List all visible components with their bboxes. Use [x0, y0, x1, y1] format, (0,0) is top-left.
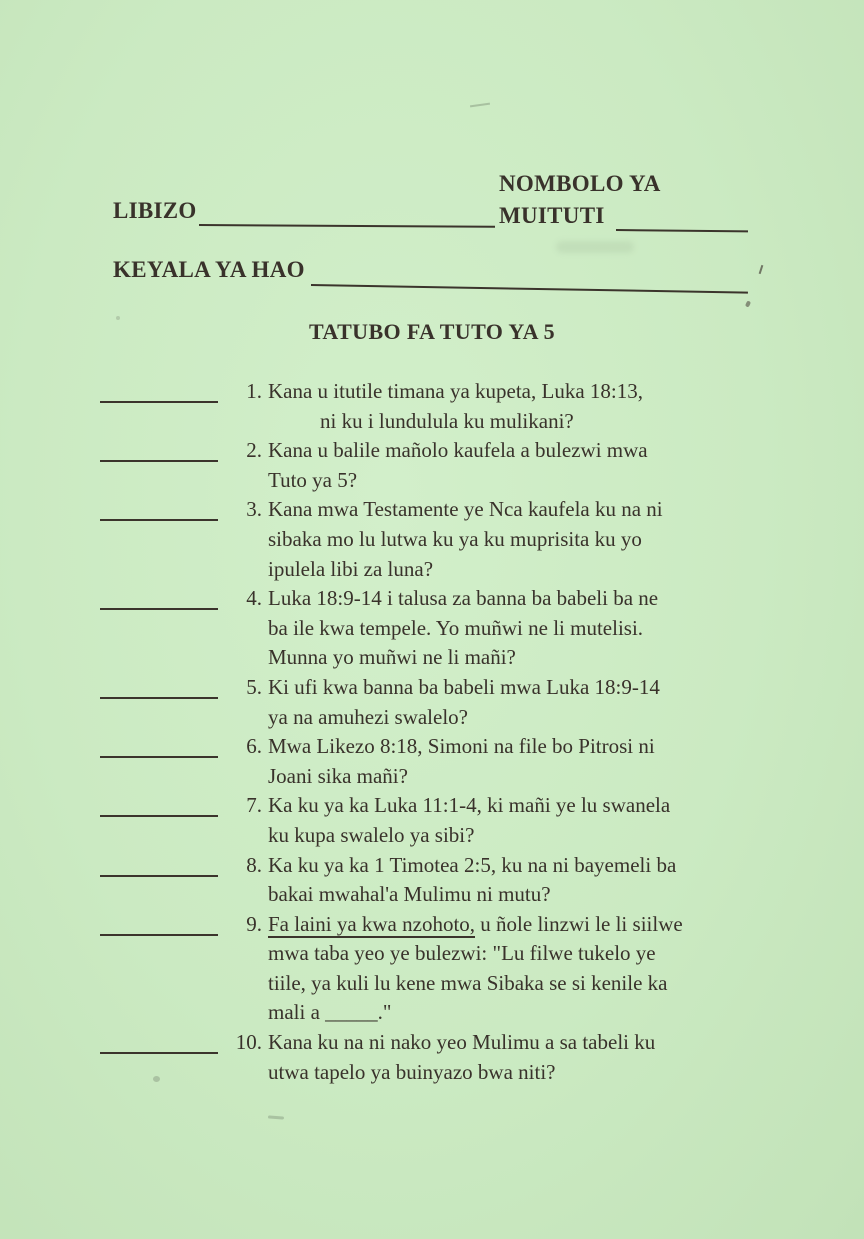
question-text	[268, 436, 808, 495]
question-text	[268, 851, 808, 910]
question-line: tiile, ya kuli lu kene mwa Sibaka se si kenile ka	[268, 970, 668, 995]
answer-blank-line	[100, 673, 218, 699]
question-text	[268, 791, 808, 850]
question-number: 6.	[246, 734, 262, 759]
name-blank-line	[199, 224, 495, 228]
question-line: utwa tapelo ya buinyazo bwa niti?	[268, 1059, 556, 1084]
question-line: ya na amuhezi swalelo?	[268, 704, 468, 729]
student-number-label-line2: MUITUTI	[499, 203, 605, 228]
address-blank-line	[311, 284, 748, 294]
question-row	[100, 732, 820, 791]
question-row	[100, 791, 820, 850]
question-line: Kana u balile mañolo kaufela a bulezwi mwa	[268, 438, 648, 463]
scan-bleedthrough-artifact	[556, 241, 634, 253]
question-line: Mwa Likezo 8:18, Simoni na file bo Pitrosi ni	[268, 734, 655, 759]
answer-blank-line	[100, 377, 218, 403]
question-line: Munna yo muñwi ne li mañi?	[268, 645, 516, 670]
question-number: 5.	[246, 674, 262, 699]
question-text	[268, 377, 808, 436]
question-text	[268, 495, 808, 584]
question-line: Luka 18:9-14 i talusa za banna ba babeli ba ne	[268, 586, 659, 611]
question-line: ba ile kwa tempele. Yo muñwi ne li mutelisi.	[268, 615, 644, 640]
question-number: 4.	[246, 586, 262, 611]
question-line: Ka ku ya ka Luka 11:1-4, ki mañi ye lu swanela	[268, 793, 671, 818]
answer-blank-line	[100, 1028, 218, 1054]
question-number: 1.	[246, 379, 262, 403]
question-line: Kana mwa Testamente ye Nca kaufela ku na ni	[268, 497, 663, 522]
question-row	[100, 1028, 820, 1087]
student-number-label-line1: NOMBOLO YA	[499, 171, 661, 196]
question-line: ku kupa swalelo ya sibi?	[268, 822, 475, 847]
questions-list	[100, 377, 820, 1087]
question-number: 3.	[246, 497, 262, 522]
answer-blank-line	[100, 851, 218, 877]
question-line: Ka ku ya ka 1 Timotea 2:5, ku na ni bayemeli ba	[268, 852, 677, 877]
question-row	[100, 495, 820, 584]
question-number: 9.	[246, 911, 262, 936]
address-label: KEYALA YA HAO	[113, 257, 305, 282]
question-text	[268, 673, 808, 732]
question-row	[100, 377, 820, 436]
question-number: 2.	[246, 438, 262, 463]
question-line: Fa laini ya kwa nzohoto, u ñole linzwi le li siilwe	[268, 911, 683, 936]
question-line: bakai mwahal'a Mulimu ni mutu?	[268, 882, 551, 907]
question-number: 8.	[246, 852, 262, 877]
answer-blank-line	[100, 584, 218, 610]
question-line: mwa taba yeo ye bulezwi: "Lu filwe tukelo ye	[268, 941, 656, 966]
answer-blank-line	[100, 436, 218, 462]
question-line: ni ku i lundulula ku mulikani?	[320, 408, 574, 433]
question-line: Joani sika mañi?	[268, 763, 408, 788]
question-row	[100, 436, 820, 495]
question-line: Kana u itutile timana ya kupeta, Luka 18:13,	[268, 379, 643, 403]
question-text	[268, 1028, 808, 1087]
answer-blank-line	[100, 791, 218, 817]
question-text	[268, 910, 808, 1028]
answer-blank-line	[100, 732, 218, 758]
question-row	[100, 584, 820, 673]
answer-blank-line	[100, 495, 218, 521]
question-line: mali a _____."	[268, 1000, 392, 1025]
scan-artifact	[759, 265, 764, 274]
scan-artifact	[268, 1115, 284, 1119]
question-line: Kana ku na ni nako yeo Mulimu a sa tabeli ku	[268, 1030, 656, 1055]
student-number-blank-line	[616, 229, 748, 232]
question-text	[268, 732, 808, 791]
question-number: 10.	[235, 1030, 262, 1055]
quiz-title: TATUBO FA TUTO YA 5	[308, 319, 555, 344]
question-row	[100, 910, 820, 1028]
question-row	[100, 851, 820, 910]
question-line: Tuto ya 5?	[268, 467, 358, 492]
question-number: 7.	[246, 793, 262, 818]
underlined-phrase: Fa laini ya kwa nzohoto,	[268, 911, 476, 936]
question-text	[268, 584, 808, 673]
question-line: ipulela libi za luna?	[268, 556, 434, 581]
answer-blank-line	[100, 910, 218, 936]
question-line: sibaka mo lu lutwa ku ya ku muprisita ku yo	[268, 526, 642, 551]
scan-artifact	[470, 103, 490, 108]
question-row	[100, 673, 820, 732]
scan-artifact	[745, 300, 751, 307]
question-line: Ki ufi kwa banna ba babeli mwa Luka 18:9-14	[268, 674, 660, 699]
name-label: LIBIZO	[113, 198, 197, 223]
